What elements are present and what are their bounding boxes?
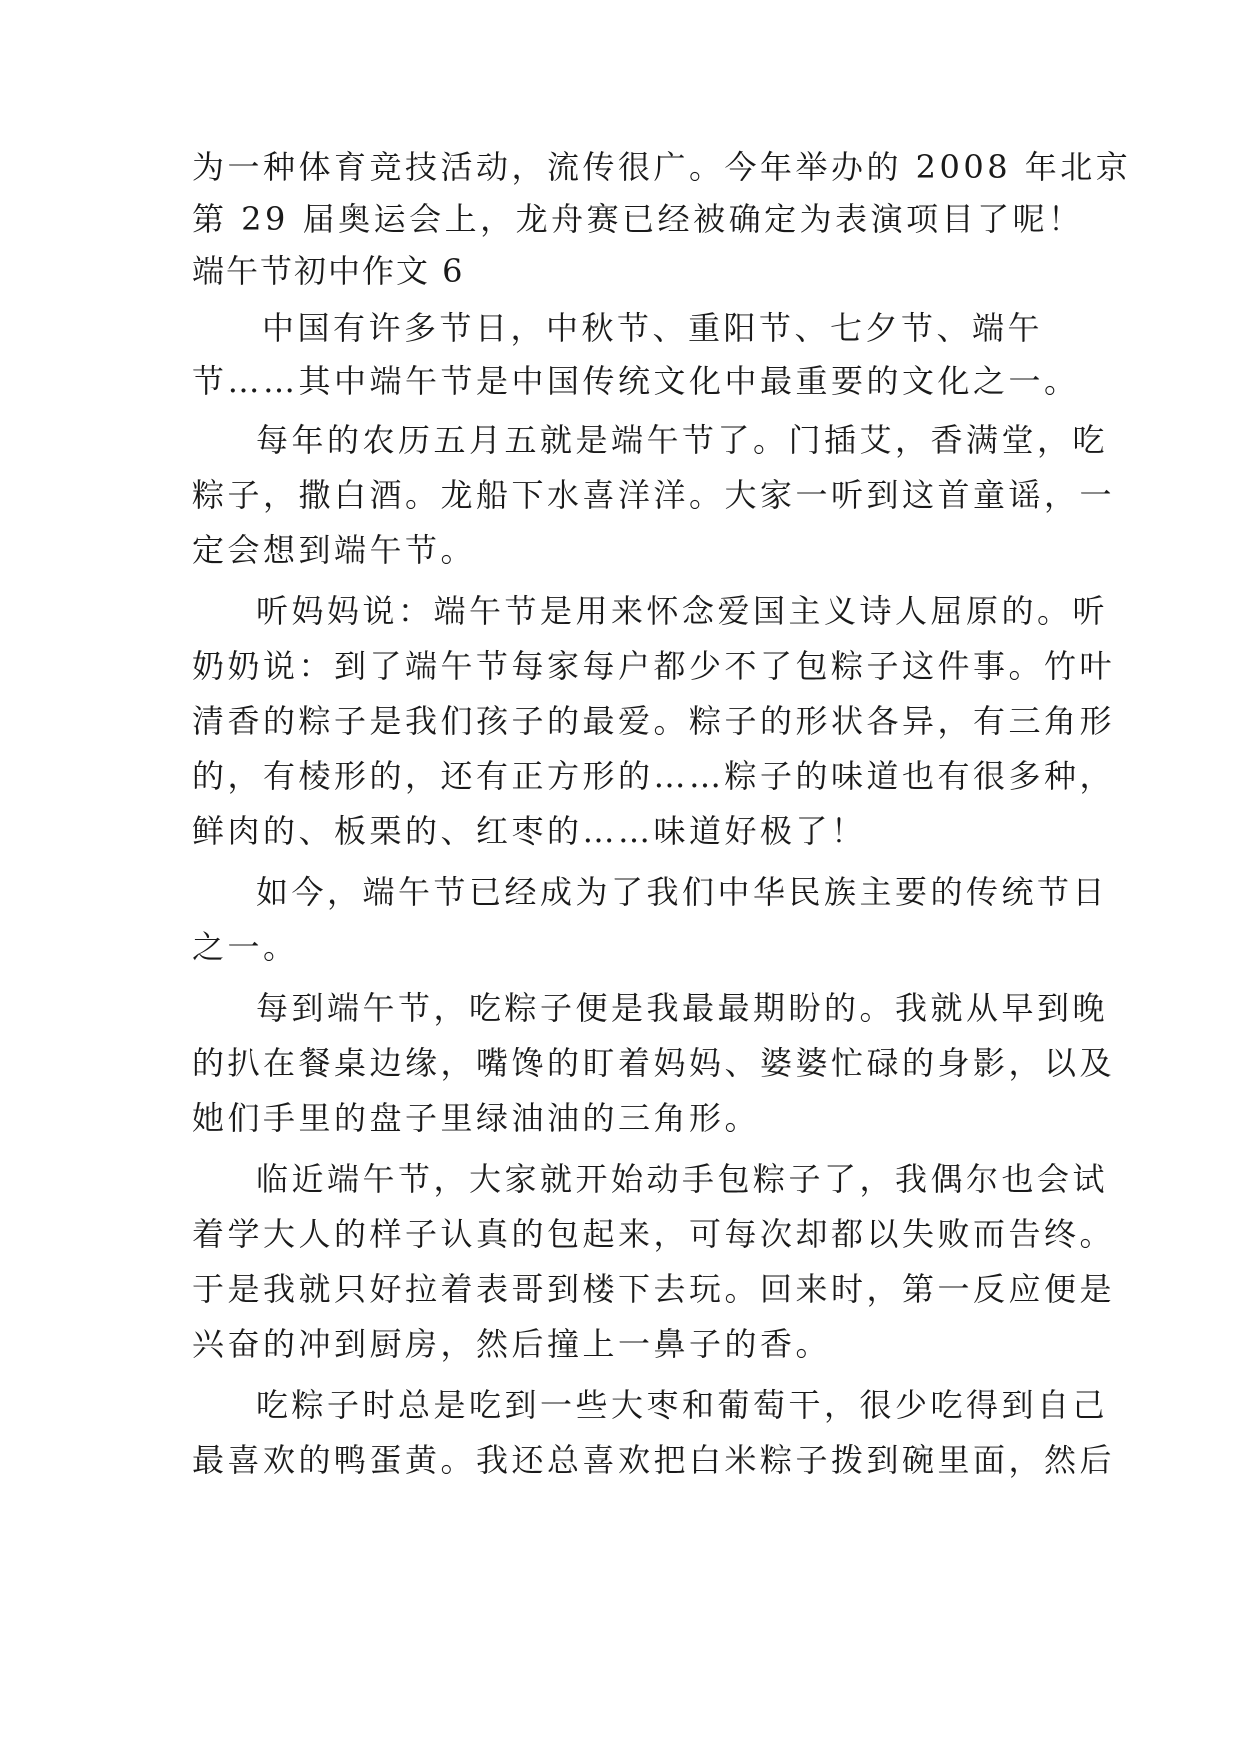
paragraph-line: 着学大人的样子认真的包起来，可每次却都以失败而告终。 bbox=[192, 1215, 1116, 1253]
paragraph-line: 中国有许多节日，中秋节、重阳节、七夕节、端午 bbox=[262, 309, 1044, 347]
paragraph-line: 清香的粽子是我们孩子的最爱。粽子的形状各异，有三角形 bbox=[192, 702, 1116, 740]
section-heading: 端午节初中作文 6 bbox=[192, 252, 465, 290]
paragraph-line: 兴奋的冲到厨房，然后撞上一鼻子的香。 bbox=[192, 1325, 832, 1363]
paragraph-line: 她们手里的盘子里绿油油的三角形。 bbox=[192, 1099, 761, 1137]
text-line: 为一种体育竞技活动，流传很广。今年举办的 2008 年北京 bbox=[192, 148, 1132, 186]
paragraph-line: 临近端午节，大家就开始动手包粽子了，我偶尔也会试 bbox=[256, 1160, 1109, 1198]
paragraph-line: 于是我就只好拉着表哥到楼下去玩。回来时，第一反应便是 bbox=[192, 1270, 1116, 1308]
paragraph-line: 奶奶说：到了端午节每家每户都少不了包粽子这件事。竹叶 bbox=[192, 647, 1116, 685]
paragraph-line: 吃粽子时总是吃到一些大枣和葡萄干，很少吃得到自己 bbox=[256, 1386, 1109, 1424]
paragraph-line: 每到端午节，吃粽子便是我最最期盼的。我就从早到晚 bbox=[256, 989, 1109, 1027]
paragraph-line: 粽子，撒白酒。龙船下水喜洋洋。大家一听到这首童谣，一 bbox=[192, 476, 1116, 514]
paragraph-line: 的，有棱形的，还有正方形的……粽子的味道也有很多种， bbox=[192, 757, 1116, 795]
paragraph-line: 听妈妈说：端午节是用来怀念爱国主义诗人屈原的。听 bbox=[256, 592, 1109, 630]
paragraph-line: 定会想到端午节。 bbox=[192, 531, 477, 569]
paragraph-line: 每年的农历五月五就是端午节了。门插艾，香满堂，吃 bbox=[256, 421, 1109, 459]
text-line: 第 29 届奥运会上，龙舟赛已经被确定为表演项目了呢！ bbox=[192, 200, 1084, 238]
paragraph-line: 最喜欢的鸭蛋黄。我还总喜欢把白米粽子拨到碗里面，然后 bbox=[192, 1441, 1116, 1479]
paragraph-line: 如今，端午节已经成为了我们中华民族主要的传统节日 bbox=[256, 873, 1109, 911]
paragraph-line: 鲜肉的、板栗的、红枣的……味道好极了！ bbox=[192, 812, 867, 850]
paragraph-line: 的扒在餐桌边缘，嘴馋的盯着妈妈、婆婆忙碌的身影，以及 bbox=[192, 1044, 1116, 1082]
paragraph-line: 节……其中端午节是中国传统文化中最重要的文化之一。 bbox=[192, 362, 1080, 400]
paragraph-line: 之一。 bbox=[192, 928, 299, 966]
